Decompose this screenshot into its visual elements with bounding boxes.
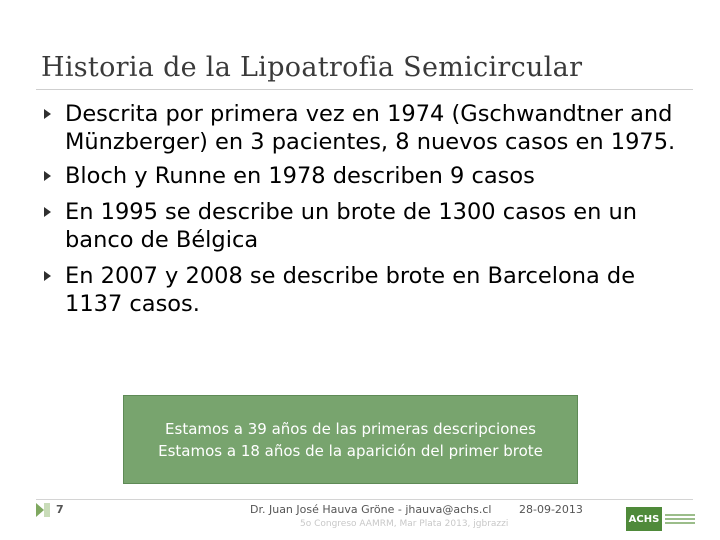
bullet-text: Descrita por primera vez en 1974 (Gschwandtner and Münzberger) en 3 pacientes, 8 nuevos casos en 1975. bbox=[65, 101, 676, 155]
footer-divider bbox=[36, 499, 693, 500]
logo-mark: ACHS bbox=[626, 507, 662, 531]
achs-logo bbox=[626, 505, 700, 533]
bullet-item bbox=[44, 262, 684, 318]
bullet-text: En 1995 se describe un brote de 1300 casos en un banco de Bélgica bbox=[65, 199, 638, 253]
callout-line: Estamos a 39 años de las primeras descripciones bbox=[165, 419, 536, 438]
footer-accent-bar bbox=[44, 503, 50, 517]
callout-line: Estamos a 18 años de la aparición del primer brote bbox=[158, 441, 543, 460]
footer-date: 28-09-2013 bbox=[519, 503, 583, 516]
callout-box bbox=[123, 395, 578, 484]
bullet-item bbox=[44, 162, 684, 190]
triangle-bullet-icon bbox=[44, 109, 51, 119]
footer-arrow-icon bbox=[36, 503, 44, 517]
bullet-list bbox=[44, 100, 684, 321]
bullet-text: En 2007 y 2008 se describe brote en Barcelona de 1137 casos. bbox=[65, 263, 636, 317]
logo-tagline bbox=[665, 514, 695, 524]
triangle-bullet-icon bbox=[44, 207, 51, 217]
title-divider bbox=[36, 89, 693, 90]
bullet-item bbox=[44, 198, 684, 254]
bullet-text: Bloch y Runne en 1978 describen 9 casos bbox=[65, 163, 535, 189]
bullet-item bbox=[44, 100, 684, 156]
slide-title: Historia de la Lipoatrofia Semicircular bbox=[41, 52, 583, 83]
footer-watermark: 5o Congreso AAMRM, Mar Plata 2013, jgbrazzi bbox=[300, 519, 509, 529]
page-number: 7 bbox=[56, 503, 64, 516]
footer-author: Dr. Juan José Hauva Gröne - jhauva@achs.cl bbox=[250, 503, 492, 516]
triangle-bullet-icon bbox=[44, 271, 51, 281]
triangle-bullet-icon bbox=[44, 171, 51, 181]
